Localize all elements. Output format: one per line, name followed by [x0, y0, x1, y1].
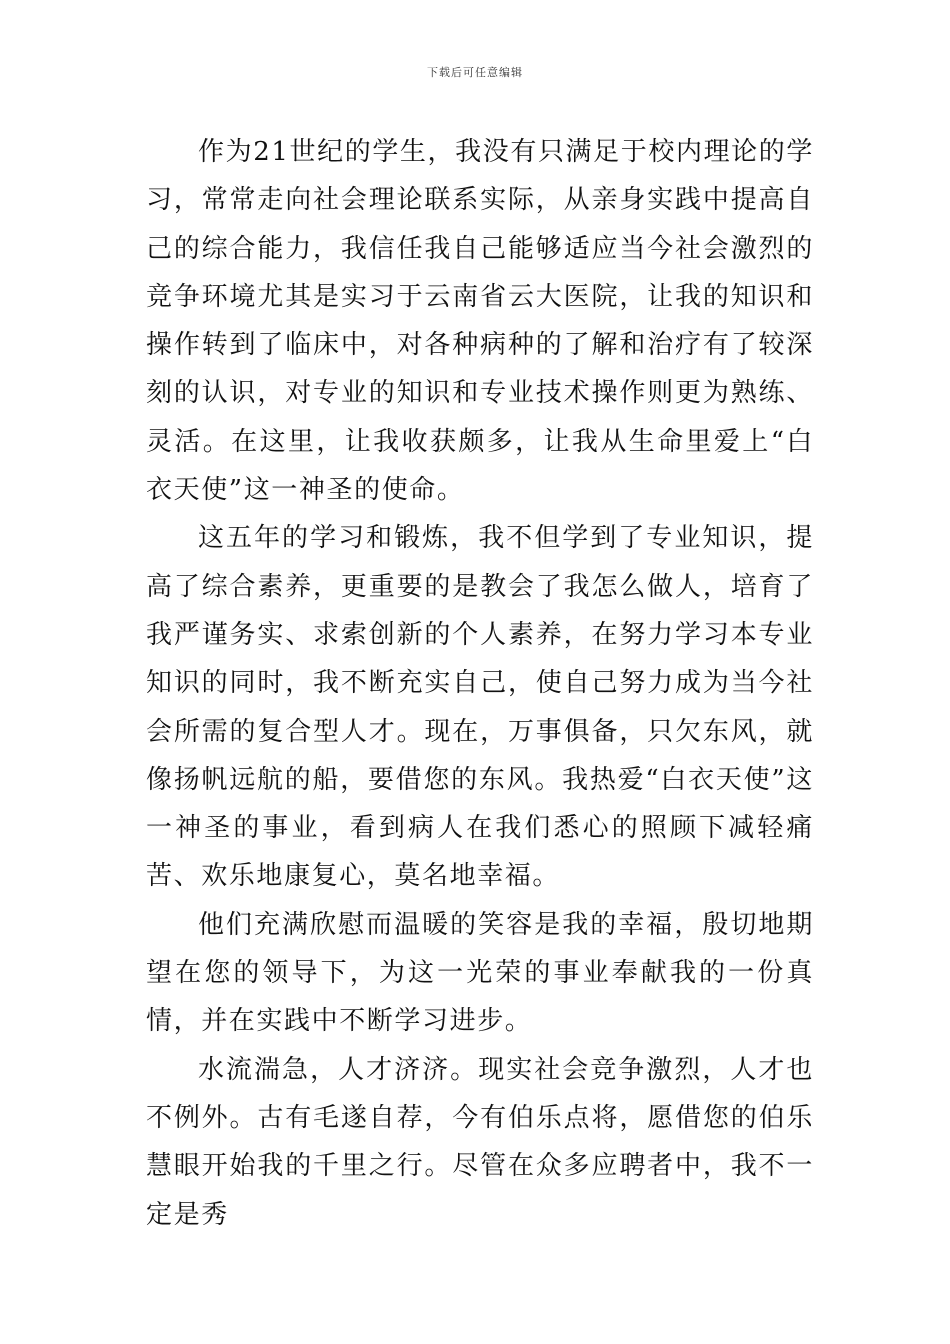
document-body	[146, 128, 814, 1239]
paragraph-1: 作为21世纪的学生，我没有只满足于校内理论的学习，常常走向社会理论联系实际，从亲身实践中提高自己的综合能力，我信任我自己能够适应当今社会激烈的竞争环境尤其是实习于云南省云大医院，让我的知识和操作转到了临床中，对各种病种的了解和治疗有了较深刻的认识，对专业的知识和专业技术操作则更为熟练、灵活。在这里，让我收获颇多，让我从生命里爱上“白衣天使”这一神圣的使命。	[146, 137, 814, 506]
paragraph-2: 这五年的学习和锻炼，我不但学到了专业知识，提高了综合素养，更重要的是教会了我怎么做人，培育了我严谨务实、求索创新的个人素养，在努力学习本专业知识的同时，我不断充实自己，使自己努力成为当今社会所需的复合型人才。现在，万事俱备，只欠东风，就像扬帆远航的船，要借您的东风。我热爱“白衣天使”这一神圣的事业，看到病人在我们悉心的照顾下减轻痛苦、欢乐地康复心，莫名地幸福。	[146, 523, 814, 892]
paragraph-4: 水流湍急，人才济济。现实社会竞争激烈，人才也不例外。古有毛遂自荐，今有伯乐点将，愿借您的伯乐慧眼开始我的千里之行。尽管在众多应聘者中，我不一定是秀	[146, 1054, 814, 1230]
page-header: 下载后可任意编辑	[427, 66, 523, 79]
paragraph-3: 他们充满欣慰而温暖的笑容是我的幸福，殷切地期望在您的领导下，为这一光荣的事业奉献我的一份真情，并在实践中不断学习进步。	[146, 909, 814, 1037]
